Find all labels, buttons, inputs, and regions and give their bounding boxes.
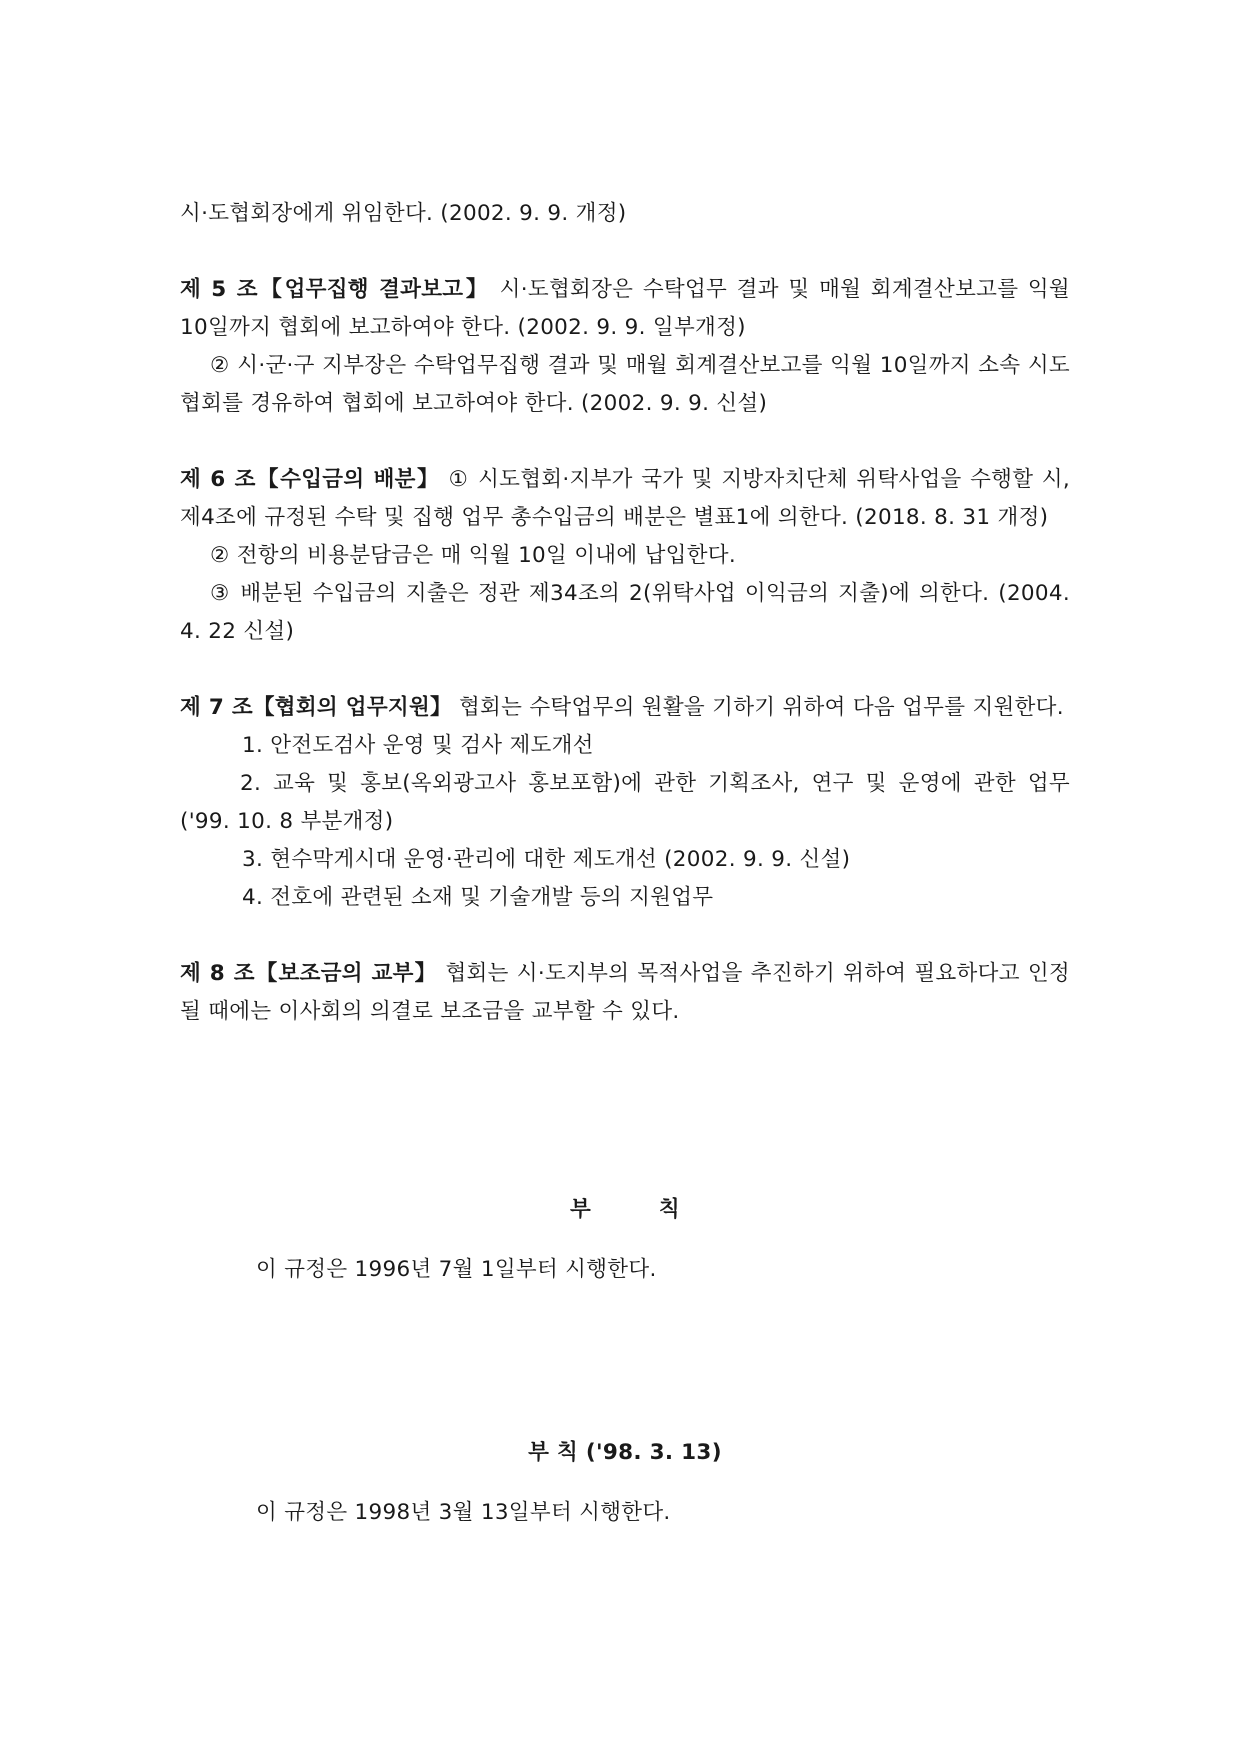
- supplementary-provision-1-text: 이 규정은 1996년 7월 1일부터 시행한다.: [256, 1257, 657, 1282]
- supplementary-provision-1-title: 부 칙: [570, 1197, 680, 1222]
- article-6-heading: 제 6 조【수입금의 배분】: [180, 467, 441, 492]
- article-8: [180, 955, 1070, 1031]
- article-7-item-3: 3. 현수막게시대 운영·관리에 대한 제도개선 (2002. 9. 9. 신설): [242, 847, 851, 872]
- article-7-item-4: 4. 전호에 관련된 소재 및 기술개발 등의 지원업무: [242, 885, 714, 910]
- document-page: [180, 195, 1070, 1532]
- article-6-paragraph-2: ② 전항의 비용분담금은 매 익월 10일 이내에 납입한다.: [210, 543, 736, 568]
- article-6: [180, 461, 1070, 537]
- spacer: [180, 1229, 1070, 1251]
- spacer: [180, 1289, 1070, 1434]
- supplementary-provision-2-text: 이 규정은 1998년 3월 13일부터 시행한다.: [256, 1500, 671, 1525]
- supplementary-provision-2-title: 부 칙 ('98. 3. 13): [528, 1440, 722, 1465]
- spacer: [180, 423, 1070, 461]
- article-6-text: ① 시도협회·지부가 국가 및 지방자치단체 위탁사업을 수행할 시, 제4조에 규정된 수탁 및 집행 업무 총수입금의 배분은 별표1에 의한다. (2018. 8. 31 개정): [180, 467, 1070, 530]
- article-5: [180, 271, 1070, 347]
- article-7-text: 협회는 수탁업무의 원활을 기하기 위하여 다음 업무를 지원한다.: [451, 695, 1064, 720]
- article-5-heading: 제 5 조【업무집행 결과보고】: [180, 277, 491, 302]
- spacer: [180, 233, 1070, 271]
- spacer: [180, 1031, 1070, 1191]
- article-5-text: 시·도협회장은 수탁업무 결과 및 매월 회계결산보고를 익월 10일까지 협회에 보고하여야 한다. (2002. 9. 9. 일부개정): [180, 277, 1071, 340]
- spacer: [180, 1472, 1070, 1494]
- continued-text: 시·도협회장에게 위임한다. (2002. 9. 9. 개정): [180, 201, 627, 226]
- article-7-heading: 제 7 조【협회의 업무지원】: [180, 695, 452, 720]
- article-8-heading: 제 8 조【보조금의 교부】: [180, 961, 438, 986]
- article-8-text: 협회는 시·도지부의 목적사업을 추진하기 위하여 필요하다고 인정될 때에는 이사회의 의결로 보조금을 교부할 수 있다.: [180, 961, 1070, 1024]
- spacer: [180, 651, 1070, 689]
- spacer: [180, 917, 1070, 955]
- article-7-item-2: 2. 교육 및 홍보(옥외광고사 홍보포함)에 관한 기획조사, 연구 및 운영에 관한 업무 ('99. 10. 8 부분개정): [180, 771, 1070, 834]
- article-5-paragraph-2: ② 시·군·구 지부장은 수탁업무집행 결과 및 매월 회계결산보고를 익월 10일까지 소속 시도협회를 경유하여 협회에 보고하여야 한다. (2002. 9. 9. 신설): [180, 353, 1070, 416]
- article-7-item-1: 1. 안전도검사 운영 및 검사 제도개선: [242, 733, 594, 758]
- article-6-paragraph-3: ③ 배분된 수입금의 지출은 정관 제34조의 2(위탁사업 이익금의 지출)에 의한다. (2004. 4. 22 신설): [180, 581, 1070, 644]
- article-7: [180, 689, 1070, 727]
